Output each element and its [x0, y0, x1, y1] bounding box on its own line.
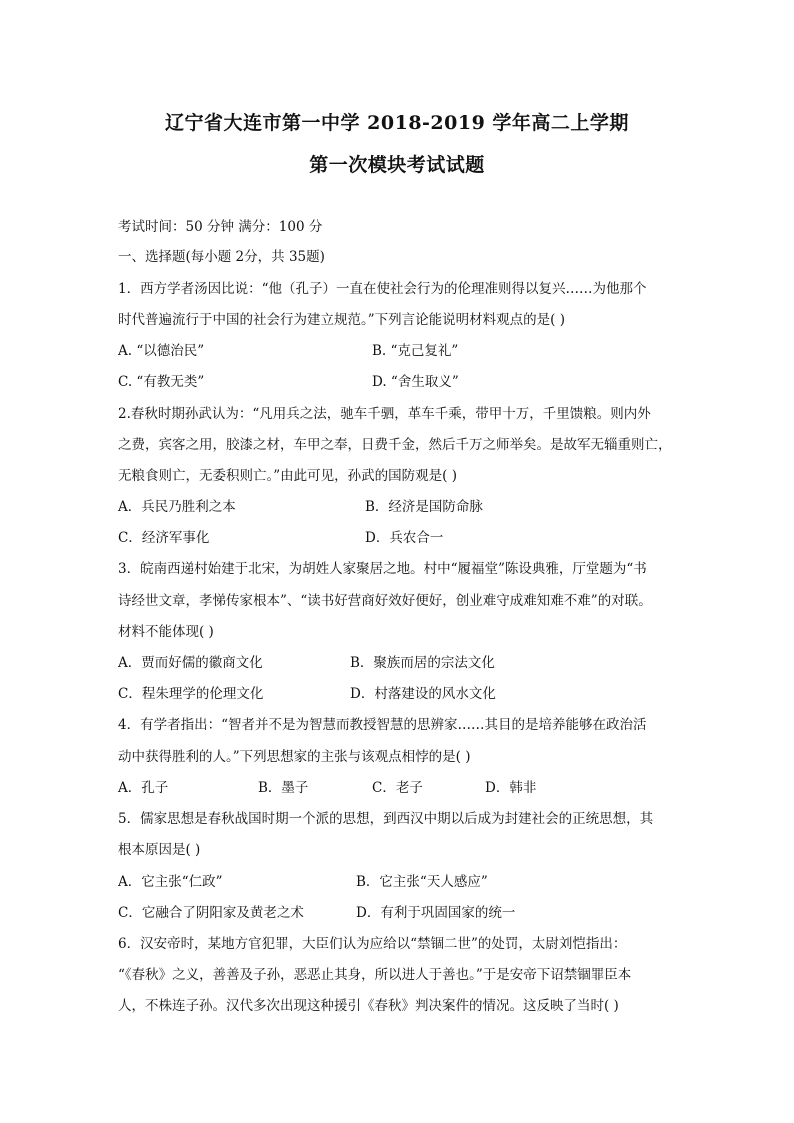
question-stem-line: 5．儒家思想是春秋战国时期一个派的思想，到西汉中期以后成为封建社会的正统思想，其 [118, 811, 654, 827]
question-stem-line: 人，不株连子孙。汉代多次出现这种援引《春秋》判决案件的情况。这反映了当时( ) [118, 998, 619, 1014]
option-c: C．它融合了阴阳家及黄老之术 [118, 905, 304, 921]
option-a: A．贾而好儒的徽商文化 [118, 655, 263, 671]
option-b: B．墨子 [258, 780, 309, 796]
option-a: A．孔子 [118, 780, 169, 796]
option-a: A．它主张“仁政” [118, 874, 223, 890]
question-stem-line: 6．汉安帝时，某地方官犯罪，大臣们认为应给以“禁锢二世”的处罚，太尉刘恺指出： [118, 936, 627, 952]
option-b: B．聚族而居的宗法文化 [350, 655, 495, 671]
question-stem-line: 动中获得胜利的人。”下列思想家的主张与该观点相悖的是( ) [118, 749, 471, 765]
question-stem-line: 之费，宾客之用，胶漆之材，车甲之奉，日费千金，然后千万之师举矣。是故军无辎重则亡， [118, 437, 672, 453]
question-stem-line: 3．皖南西递村始建于北宋，为胡姓人家聚居之地。村中“履福堂”陈设典雅，厅堂题为“书 [118, 561, 647, 577]
option-c: C．经济军事化 [118, 530, 210, 546]
question-stem-line: 时代普遍流行于中国的社会行为建立规范。”下列言论能说明材料观点的是( ) [118, 312, 565, 328]
question-stem-line: 无粮食则亡，无委积则亡。”由此可见，孙武的国防观是( ) [118, 468, 457, 484]
option-d: D．兵农合一 [365, 530, 444, 546]
option-a: A．兵民乃胜利之本 [118, 499, 236, 515]
option-d: D．韩非 [485, 780, 537, 796]
section-heading: 一、选择题(每小题 2分，共 35题) [118, 249, 325, 265]
option-b: B. “克己复礼” [372, 343, 459, 359]
question-stem-line: 诗经世文章，孝悌传家根本”、“读书好营商好效好便好，创业难守成难知难不难”的对联。 [118, 593, 652, 609]
question-stem-line: “《春秋》之义，善善及子孙，恶恶止其身，所以进人于善也。”于是安帝下诏禁锢罪臣本 [118, 967, 632, 983]
question-stem-line: 材料不能体现( ) [118, 624, 214, 640]
option-c: C．老子 [372, 780, 423, 796]
page-subtitle: 第一次模块考试试题 [309, 154, 485, 176]
page-title: 辽宁省大连市第一中学 2018-2019 学年高二上学期 [165, 112, 629, 134]
option-d: D．村落建设的风水文化 [350, 686, 496, 702]
exam-info: 考试时间：50 分钟 满分：100 分 [118, 219, 323, 235]
question-stem-line: 1．西方学者汤因比说：“他（孔子）一直在使社会行为的伦理准则得以复兴……为他那个 [118, 281, 647, 297]
option-a: A. “以德治民” [118, 343, 205, 359]
option-b: B．它主张“天人感应” [356, 874, 488, 890]
option-b: B．经济是国防命脉 [365, 499, 483, 515]
question-stem-line: 根本原因是( ) [118, 842, 201, 858]
option-c: C．程朱理学的伦理文化 [118, 686, 264, 702]
option-c: C. “有教无类” [118, 374, 205, 390]
question-stem-line: 4．有学者指出：“智者并不是为智慧而教授智慧的思辨家……其目的是培养能够在政治活 [118, 717, 647, 733]
option-d: D. “舍生取义” [372, 374, 459, 390]
question-stem-line: 2.春秋时期孙武认为：“凡用兵之法，驰车千驷，革车千乘，带甲十万，千里馈粮。则内外 [118, 406, 651, 422]
option-d: D．有利于巩固国家的统一 [356, 905, 516, 921]
